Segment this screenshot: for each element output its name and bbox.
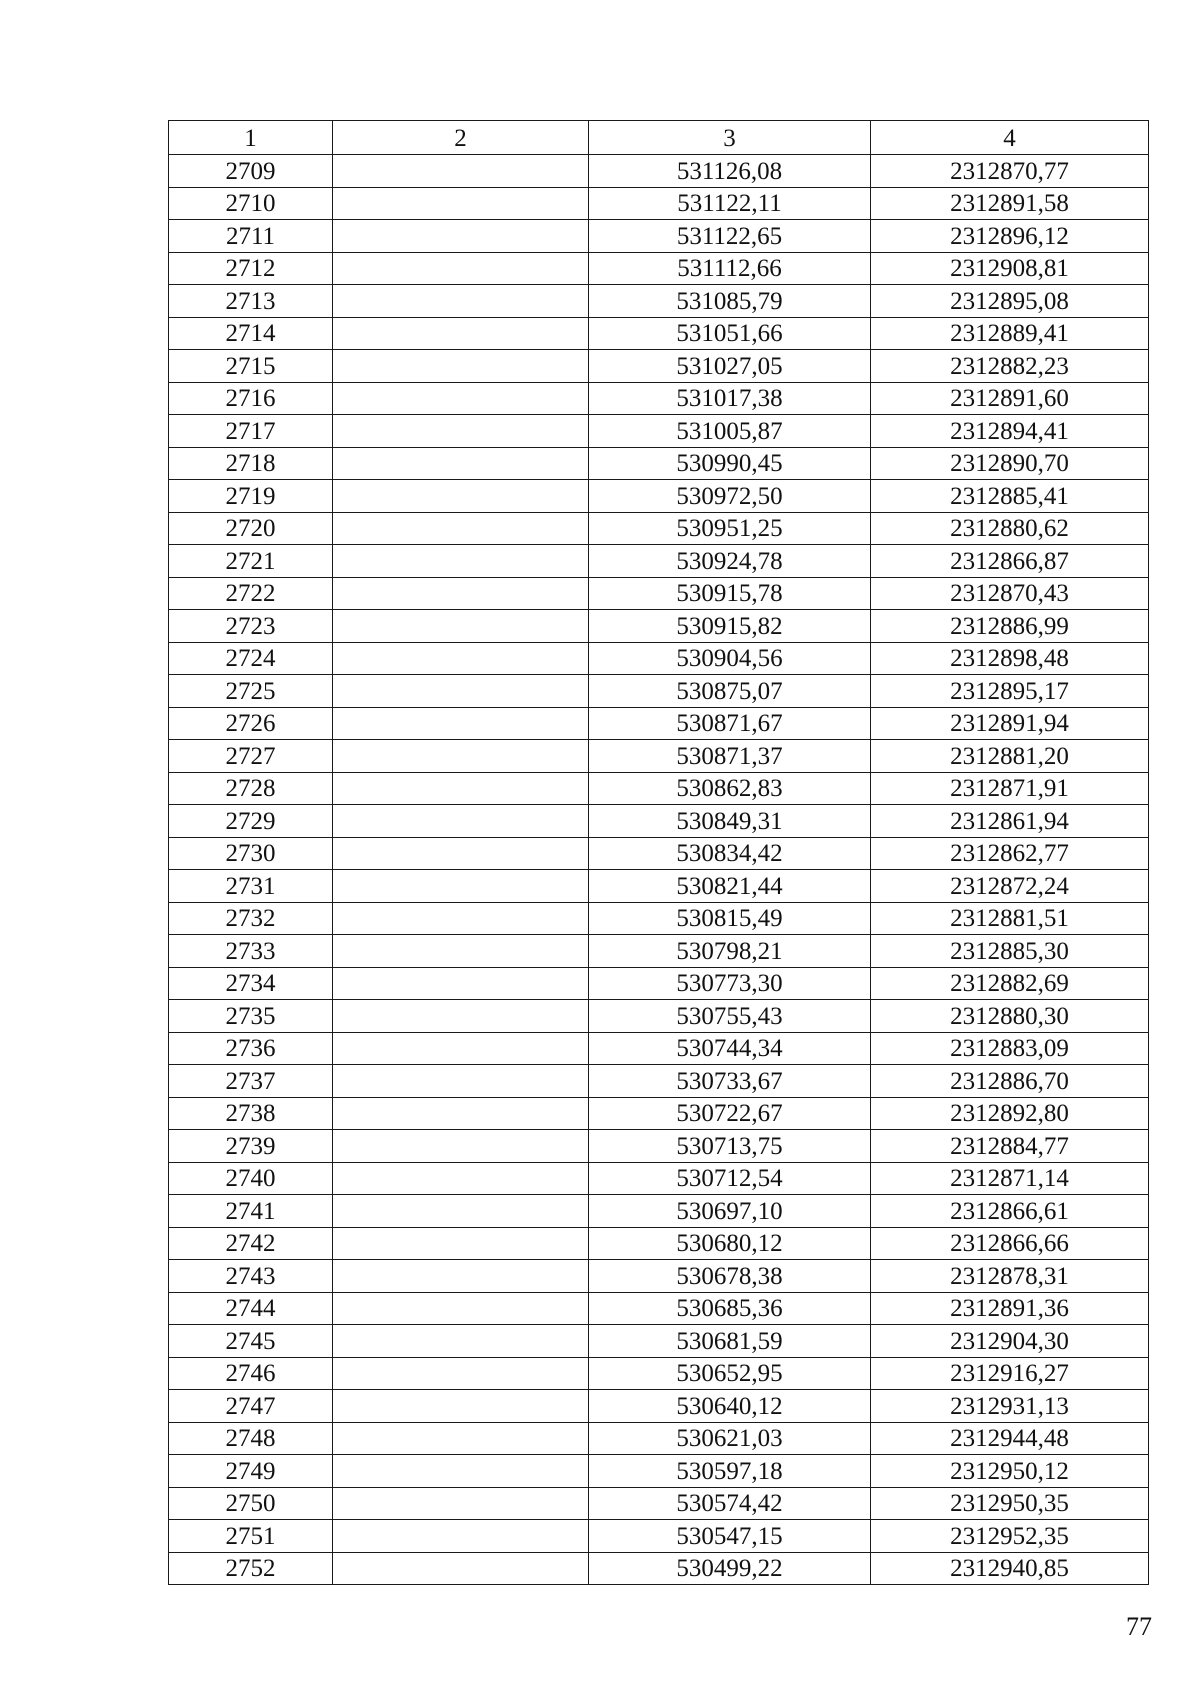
x-coordinate-cell: 530680,12 <box>589 1227 871 1260</box>
y-coordinate-cell: 2312891,94 <box>871 707 1149 740</box>
y-coordinate-cell: 2312886,70 <box>871 1065 1149 1098</box>
y-coordinate-cell: 2312916,27 <box>871 1357 1149 1390</box>
empty-cell <box>333 155 589 188</box>
y-coordinate-cell: 2312895,17 <box>871 675 1149 708</box>
y-coordinate-cell: 2312931,13 <box>871 1390 1149 1423</box>
table-row <box>169 1195 1149 1228</box>
table-row <box>169 1130 1149 1163</box>
x-coordinate-cell: 530821,44 <box>589 870 871 903</box>
point-number-cell: 2719 <box>169 480 333 513</box>
point-number-cell: 2727 <box>169 740 333 773</box>
point-number-cell: 2710 <box>169 187 333 220</box>
table-row <box>169 577 1149 610</box>
x-coordinate-cell: 530597,18 <box>589 1455 871 1488</box>
table-row <box>169 1455 1149 1488</box>
x-coordinate-cell: 530915,82 <box>589 610 871 643</box>
point-number-cell: 2737 <box>169 1065 333 1098</box>
table-row <box>169 350 1149 383</box>
point-number-cell: 2748 <box>169 1422 333 1455</box>
y-coordinate-cell: 2312898,48 <box>871 642 1149 675</box>
table-row <box>169 805 1149 838</box>
point-number-cell: 2735 <box>169 1000 333 1033</box>
table-row <box>169 1292 1149 1325</box>
point-number-cell: 2750 <box>169 1487 333 1520</box>
table-row <box>169 1227 1149 1260</box>
y-coordinate-cell: 2312862,77 <box>871 837 1149 870</box>
point-number-cell: 2720 <box>169 512 333 545</box>
y-coordinate-cell: 2312950,12 <box>871 1455 1149 1488</box>
x-coordinate-cell: 530834,42 <box>589 837 871 870</box>
x-coordinate-cell: 530733,67 <box>589 1065 871 1098</box>
y-coordinate-cell: 2312891,58 <box>871 187 1149 220</box>
empty-cell <box>333 1195 589 1228</box>
point-number-cell: 2712 <box>169 252 333 285</box>
point-number-cell: 2722 <box>169 577 333 610</box>
empty-cell <box>333 1487 589 1520</box>
y-coordinate-cell: 2312890,70 <box>871 447 1149 480</box>
x-coordinate-cell: 530697,10 <box>589 1195 871 1228</box>
empty-cell <box>333 1032 589 1065</box>
point-number-cell: 2717 <box>169 415 333 448</box>
table-row <box>169 317 1149 350</box>
empty-cell <box>333 1292 589 1325</box>
point-number-cell: 2742 <box>169 1227 333 1260</box>
y-coordinate-cell: 2312884,77 <box>871 1130 1149 1163</box>
table-row <box>169 382 1149 415</box>
empty-cell <box>333 1130 589 1163</box>
table-row <box>169 935 1149 968</box>
y-coordinate-cell: 2312883,09 <box>871 1032 1149 1065</box>
y-coordinate-cell: 2312908,81 <box>871 252 1149 285</box>
x-coordinate-cell: 530755,43 <box>589 1000 871 1033</box>
empty-cell <box>333 1357 589 1390</box>
y-coordinate-cell: 2312895,08 <box>871 285 1149 318</box>
empty-cell <box>333 1390 589 1423</box>
x-coordinate-cell: 530621,03 <box>589 1422 871 1455</box>
point-number-cell: 2749 <box>169 1455 333 1488</box>
point-number-cell: 2743 <box>169 1260 333 1293</box>
table-row <box>169 155 1149 188</box>
empty-cell <box>333 642 589 675</box>
x-coordinate-cell: 531122,65 <box>589 220 871 253</box>
table-row <box>169 967 1149 1000</box>
point-number-cell: 2711 <box>169 220 333 253</box>
empty-cell <box>333 480 589 513</box>
empty-cell <box>333 772 589 805</box>
x-coordinate-cell: 531005,87 <box>589 415 871 448</box>
x-coordinate-cell: 530712,54 <box>589 1162 871 1195</box>
empty-cell <box>333 577 589 610</box>
y-coordinate-cell: 2312880,30 <box>871 1000 1149 1033</box>
table-row <box>169 1520 1149 1553</box>
header-col-4: 4 <box>871 121 1149 155</box>
table-row <box>169 1162 1149 1195</box>
y-coordinate-cell: 2312866,87 <box>871 545 1149 578</box>
table-row <box>169 902 1149 935</box>
y-coordinate-cell: 2312878,31 <box>871 1260 1149 1293</box>
x-coordinate-cell: 531051,66 <box>589 317 871 350</box>
coordinates-table <box>168 120 1149 1585</box>
x-coordinate-cell: 530652,95 <box>589 1357 871 1390</box>
empty-cell <box>333 902 589 935</box>
table-row <box>169 1357 1149 1390</box>
table-header <box>169 121 1149 155</box>
point-number-cell: 2731 <box>169 870 333 903</box>
x-coordinate-cell: 530798,21 <box>589 935 871 968</box>
table-row <box>169 252 1149 285</box>
empty-cell <box>333 1000 589 1033</box>
y-coordinate-cell: 2312889,41 <box>871 317 1149 350</box>
empty-cell <box>333 187 589 220</box>
page-number: 77 <box>1126 1612 1152 1641</box>
point-number-cell: 2744 <box>169 1292 333 1325</box>
empty-cell <box>333 317 589 350</box>
table-body <box>169 155 1149 1585</box>
empty-cell <box>333 870 589 903</box>
x-coordinate-cell: 530681,59 <box>589 1325 871 1358</box>
header-row <box>169 121 1149 155</box>
x-coordinate-cell: 531126,08 <box>589 155 871 188</box>
empty-cell <box>333 1162 589 1195</box>
y-coordinate-cell: 2312950,35 <box>871 1487 1149 1520</box>
empty-cell <box>333 1455 589 1488</box>
table-row <box>169 1032 1149 1065</box>
x-coordinate-cell: 530499,22 <box>589 1552 871 1585</box>
x-coordinate-cell: 530990,45 <box>589 447 871 480</box>
table-row <box>169 837 1149 870</box>
empty-cell <box>333 447 589 480</box>
point-number-cell: 2738 <box>169 1097 333 1130</box>
x-coordinate-cell: 530722,67 <box>589 1097 871 1130</box>
point-number-cell: 2721 <box>169 545 333 578</box>
y-coordinate-cell: 2312882,23 <box>871 350 1149 383</box>
y-coordinate-cell: 2312872,24 <box>871 870 1149 903</box>
x-coordinate-cell: 530871,37 <box>589 740 871 773</box>
point-number-cell: 2730 <box>169 837 333 870</box>
x-coordinate-cell: 530924,78 <box>589 545 871 578</box>
y-coordinate-cell: 2312904,30 <box>871 1325 1149 1358</box>
empty-cell <box>333 350 589 383</box>
table-row <box>169 1097 1149 1130</box>
table-row <box>169 675 1149 708</box>
y-coordinate-cell: 2312894,41 <box>871 415 1149 448</box>
point-number-cell: 2723 <box>169 610 333 643</box>
empty-cell <box>333 740 589 773</box>
y-coordinate-cell: 2312885,30 <box>871 935 1149 968</box>
point-number-cell: 2728 <box>169 772 333 805</box>
y-coordinate-cell: 2312940,85 <box>871 1552 1149 1585</box>
x-coordinate-cell: 530871,67 <box>589 707 871 740</box>
empty-cell <box>333 1097 589 1130</box>
x-coordinate-cell: 530640,12 <box>589 1390 871 1423</box>
point-number-cell: 2751 <box>169 1520 333 1553</box>
y-coordinate-cell: 2312885,41 <box>871 480 1149 513</box>
empty-cell <box>333 545 589 578</box>
table-row <box>169 187 1149 220</box>
empty-cell <box>333 1260 589 1293</box>
table-row <box>169 220 1149 253</box>
empty-cell <box>333 675 589 708</box>
table-row <box>169 772 1149 805</box>
table-row <box>169 285 1149 318</box>
table-row <box>169 1065 1149 1098</box>
point-number-cell: 2752 <box>169 1552 333 1585</box>
empty-cell <box>333 1552 589 1585</box>
point-number-cell: 2733 <box>169 935 333 968</box>
table-row <box>169 870 1149 903</box>
table-row <box>169 1325 1149 1358</box>
table-row <box>169 512 1149 545</box>
empty-cell <box>333 415 589 448</box>
y-coordinate-cell: 2312880,62 <box>871 512 1149 545</box>
empty-cell <box>333 837 589 870</box>
y-coordinate-cell: 2312870,77 <box>871 155 1149 188</box>
point-number-cell: 2747 <box>169 1390 333 1423</box>
point-number-cell: 2736 <box>169 1032 333 1065</box>
y-coordinate-cell: 2312892,80 <box>871 1097 1149 1130</box>
y-coordinate-cell: 2312866,61 <box>871 1195 1149 1228</box>
y-coordinate-cell: 2312891,36 <box>871 1292 1149 1325</box>
empty-cell <box>333 220 589 253</box>
y-coordinate-cell: 2312866,66 <box>871 1227 1149 1260</box>
y-coordinate-cell: 2312871,14 <box>871 1162 1149 1195</box>
x-coordinate-cell: 530744,34 <box>589 1032 871 1065</box>
empty-cell <box>333 1065 589 1098</box>
point-number-cell: 2714 <box>169 317 333 350</box>
x-coordinate-cell: 530713,75 <box>589 1130 871 1163</box>
point-number-cell: 2734 <box>169 967 333 1000</box>
x-coordinate-cell: 530685,36 <box>589 1292 871 1325</box>
empty-cell <box>333 967 589 1000</box>
table-row <box>169 1422 1149 1455</box>
point-number-cell: 2718 <box>169 447 333 480</box>
x-coordinate-cell: 530678,38 <box>589 1260 871 1293</box>
y-coordinate-cell: 2312881,20 <box>871 740 1149 773</box>
point-number-cell: 2746 <box>169 1357 333 1390</box>
point-number-cell: 2729 <box>169 805 333 838</box>
table-row <box>169 1000 1149 1033</box>
y-coordinate-cell: 2312882,69 <box>871 967 1149 1000</box>
y-coordinate-cell: 2312944,48 <box>871 1422 1149 1455</box>
table-row <box>169 707 1149 740</box>
table-row <box>169 415 1149 448</box>
y-coordinate-cell: 2312886,99 <box>871 610 1149 643</box>
empty-cell <box>333 252 589 285</box>
table-row <box>169 740 1149 773</box>
x-coordinate-cell: 530547,15 <box>589 1520 871 1553</box>
x-coordinate-cell: 531027,05 <box>589 350 871 383</box>
y-coordinate-cell: 2312891,60 <box>871 382 1149 415</box>
y-coordinate-cell: 2312861,94 <box>871 805 1149 838</box>
empty-cell <box>333 805 589 838</box>
x-coordinate-cell: 530574,42 <box>589 1487 871 1520</box>
y-coordinate-cell: 2312881,51 <box>871 902 1149 935</box>
empty-cell <box>333 935 589 968</box>
table-row <box>169 1552 1149 1585</box>
y-coordinate-cell: 2312896,12 <box>871 220 1149 253</box>
x-coordinate-cell: 531017,38 <box>589 382 871 415</box>
point-number-cell: 2725 <box>169 675 333 708</box>
empty-cell <box>333 1227 589 1260</box>
x-coordinate-cell: 531112,66 <box>589 252 871 285</box>
x-coordinate-cell: 530904,56 <box>589 642 871 675</box>
empty-cell <box>333 610 589 643</box>
empty-cell <box>333 382 589 415</box>
point-number-cell: 2740 <box>169 1162 333 1195</box>
x-coordinate-cell: 530862,83 <box>589 772 871 805</box>
table-row <box>169 1487 1149 1520</box>
y-coordinate-cell: 2312952,35 <box>871 1520 1149 1553</box>
point-number-cell: 2709 <box>169 155 333 188</box>
x-coordinate-cell: 531085,79 <box>589 285 871 318</box>
point-number-cell: 2715 <box>169 350 333 383</box>
x-coordinate-cell: 530875,07 <box>589 675 871 708</box>
table-row <box>169 610 1149 643</box>
y-coordinate-cell: 2312870,43 <box>871 577 1149 610</box>
empty-cell <box>333 1325 589 1358</box>
table-row <box>169 447 1149 480</box>
point-number-cell: 2739 <box>169 1130 333 1163</box>
empty-cell <box>333 285 589 318</box>
empty-cell <box>333 1520 589 1553</box>
table-row <box>169 480 1149 513</box>
table-row <box>169 1390 1149 1423</box>
point-number-cell: 2741 <box>169 1195 333 1228</box>
header-col-2: 2 <box>333 121 589 155</box>
point-number-cell: 2716 <box>169 382 333 415</box>
point-number-cell: 2726 <box>169 707 333 740</box>
header-col-3: 3 <box>589 121 871 155</box>
point-number-cell: 2724 <box>169 642 333 675</box>
x-coordinate-cell: 530951,25 <box>589 512 871 545</box>
x-coordinate-cell: 530972,50 <box>589 480 871 513</box>
point-number-cell: 2745 <box>169 1325 333 1358</box>
point-number-cell: 2732 <box>169 902 333 935</box>
empty-cell <box>333 1422 589 1455</box>
empty-cell <box>333 512 589 545</box>
empty-cell <box>333 707 589 740</box>
x-coordinate-cell: 530915,78 <box>589 577 871 610</box>
x-coordinate-cell: 530815,49 <box>589 902 871 935</box>
point-number-cell: 2713 <box>169 285 333 318</box>
table-row <box>169 642 1149 675</box>
table-row <box>169 545 1149 578</box>
x-coordinate-cell: 530849,31 <box>589 805 871 838</box>
header-col-1: 1 <box>169 121 333 155</box>
table-row <box>169 1260 1149 1293</box>
x-coordinate-cell: 531122,11 <box>589 187 871 220</box>
x-coordinate-cell: 530773,30 <box>589 967 871 1000</box>
y-coordinate-cell: 2312871,91 <box>871 772 1149 805</box>
